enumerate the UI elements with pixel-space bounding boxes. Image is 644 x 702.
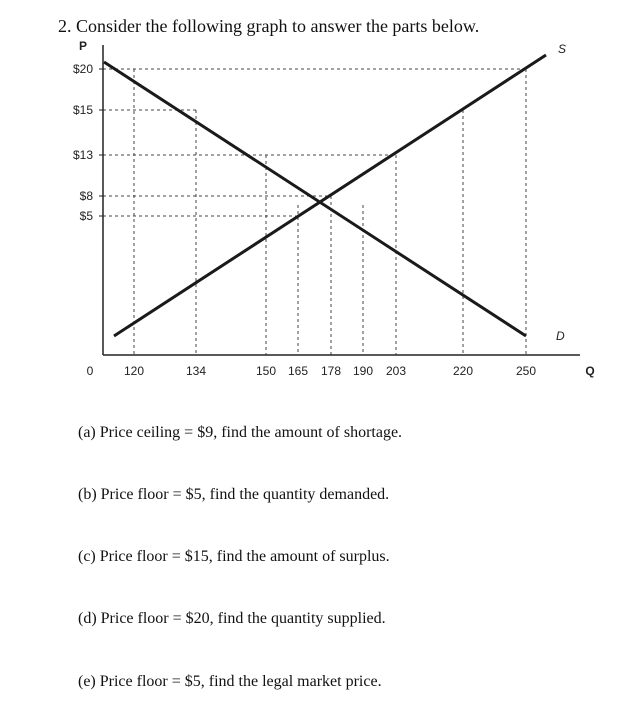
x-axis-title: Q	[585, 364, 595, 378]
tick-label-qty-220: 220	[452, 364, 474, 378]
question-title: 2. Consider the following graph to answer the parts below.	[58, 16, 480, 36]
tick-label-qty-150: 150	[255, 364, 277, 378]
part-d: (d) Price floor = $20, find the quantity supplied.	[78, 610, 386, 627]
tick-label-qty-250: 250	[515, 364, 537, 378]
tick-label-price-5: $5	[79, 209, 93, 223]
tick-label-price-20: $20	[72, 62, 93, 76]
tick-label-qty-165: 165	[287, 364, 309, 378]
tick-label-price-8: $8	[79, 189, 93, 203]
origin-label: 0	[86, 364, 94, 378]
part-b: (b) Price floor = $5, find the quantity demanded.	[78, 486, 390, 503]
part-e: (e) Price floor = $5, find the legal market price.	[78, 673, 382, 690]
axis-labels	[73, 39, 595, 378]
curve-label-d: D	[556, 329, 565, 343]
part-a: (a) Price ceiling = $9, find the amount of shortage.	[78, 424, 403, 441]
tick-label-price-13: $13	[72, 148, 93, 162]
tick-label-qty-190: 190	[352, 364, 374, 378]
curve-d	[104, 62, 526, 336]
curve-label-s: S	[558, 42, 567, 56]
tick-label-qty-120: 120	[123, 364, 145, 378]
part-c: (c) Price floor = $15, find the amount of surplus.	[78, 548, 390, 565]
tick-label-qty-203: 203	[385, 364, 407, 378]
y-axis-title: P	[78, 39, 88, 53]
curve-s	[114, 55, 546, 336]
tick-label-qty-178: 178	[320, 364, 342, 378]
grid-lines	[103, 69, 526, 355]
tick-label-price-15: $15	[72, 103, 93, 117]
tick-label-qty-134: 134	[185, 364, 207, 378]
axes	[99, 45, 580, 355]
